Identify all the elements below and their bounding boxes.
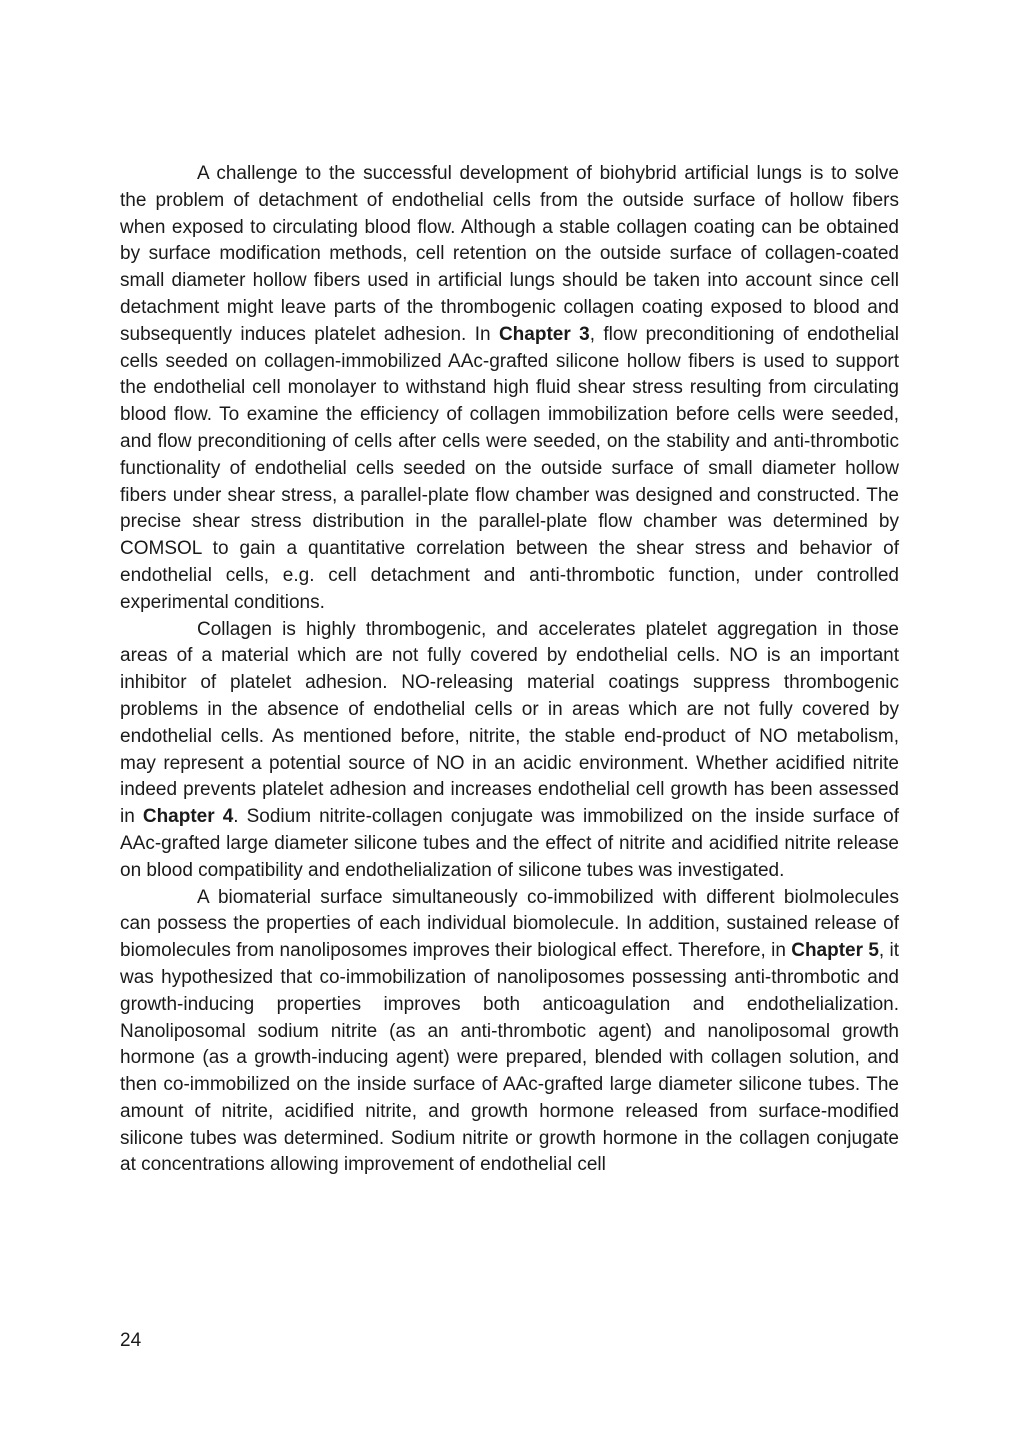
chapter-reference: Chapter 3 bbox=[498, 323, 590, 345]
paragraph-text: , it was hypothesized that co-immobilization of nanoliposomes possessing anti-thrombotic and growth-inducing properties improves both anticoagulation and endothelialization. Nanoliposomal sodium nitrite (as an anti-thrombotic agent) and nanoliposomal growth hormone (as a growth-inducing agent) were prepared, blended with collagen solution, and then co-immobilized on the inside surface of AAc-grafted large diameter silicone tubes. The amount of nitrite, acidified nitrite, and growth hormone released from surface-modified silicone tubes was determined. Sodium nitrite or growth hormone in the collagen conjugate at concentrations allowing improvement of endothelial cell bbox=[120, 940, 899, 1176]
paragraph-chapter-3 bbox=[120, 161, 899, 617]
chapter-reference: Chapter 5 bbox=[791, 940, 879, 962]
page-number: 24 bbox=[120, 1330, 142, 1351]
body-text bbox=[120, 161, 899, 1179]
paragraph-chapter-4 bbox=[120, 617, 899, 885]
paragraph-text: . Sodium nitrite-collagen conjugate was immobilized on the inside surface of AAc-grafted large diameter silicone tubes and the effect of nitrite and acidified nitrite release on blood compatibility and endothelialization of silicone tubes was investigated. bbox=[120, 806, 899, 881]
paragraph-chapter-5 bbox=[120, 885, 899, 1180]
paragraph-text: , flow preconditioning of endothelial cells seeded on collagen-immobilized AAc-grafted silicone hollow fibers is used to support the endothelial cell monolayer to withstand high fluid shear stress resulting from circulating blood flow. To examine the efficiency of collagen immobilization before cells were seeded, and flow preconditioning of cells after cells were seeded, on the stability and anti-thrombotic functionality of endothelial cells seeded on the outside surface of small diameter hollow fibers under shear stress, a parallel-plate flow chamber was designed and constructed. The precise shear stress distribution in the parallel-plate flow chamber was determined by COMSOL to gain a quantitative correlation between the shear stress and behavior of endothelial cells, e.g. cell detachment and anti-thrombotic function, under controlled experimental conditions. bbox=[120, 323, 899, 613]
paragraph-text: A biomaterial surface simultaneously co-immobilized with different biolmolecules can possess the properties of each individual biomolecule. In addition, sustained release of biomolecules from nanoliposomes improves their biological effect. Therefore, in bbox=[120, 886, 899, 962]
paragraph-text: A challenge to the successful development of biohybrid artificial lungs is to solve the problem of detachment of endothelial cells from the outside surface of hollow fibers when exposed to circulating blood flow. Although a stable collagen coating can be obtained by surface modification methods, cell retention on the outside surface of collagen-coated small diameter hollow fibers used in artificial lungs should be taken into account since cell detachment might leave parts of the thrombogenic collagen coating exposed to blood and subsequently induces platelet adhesion. In bbox=[120, 163, 899, 345]
chapter-reference: Chapter 4 bbox=[142, 806, 234, 828]
paragraph-text: Collagen is highly thrombogenic, and accelerates platelet aggregation in those areas of a material which are not fully covered by endothelial cells. NO is an important inhibitor of platelet adhesion. NO-releasing material coatings suppress thrombogenic problems in the absence of endothelial cells or in areas which are not fully covered by endothelial cells. As mentioned before, nitrite, the stable end-product of NO metabolism, may represent a potential source of NO in an acidic environment. Whether acidified nitrite indeed prevents platelet adhesion and increases endothelial cell growth has been assessed in bbox=[120, 618, 899, 828]
